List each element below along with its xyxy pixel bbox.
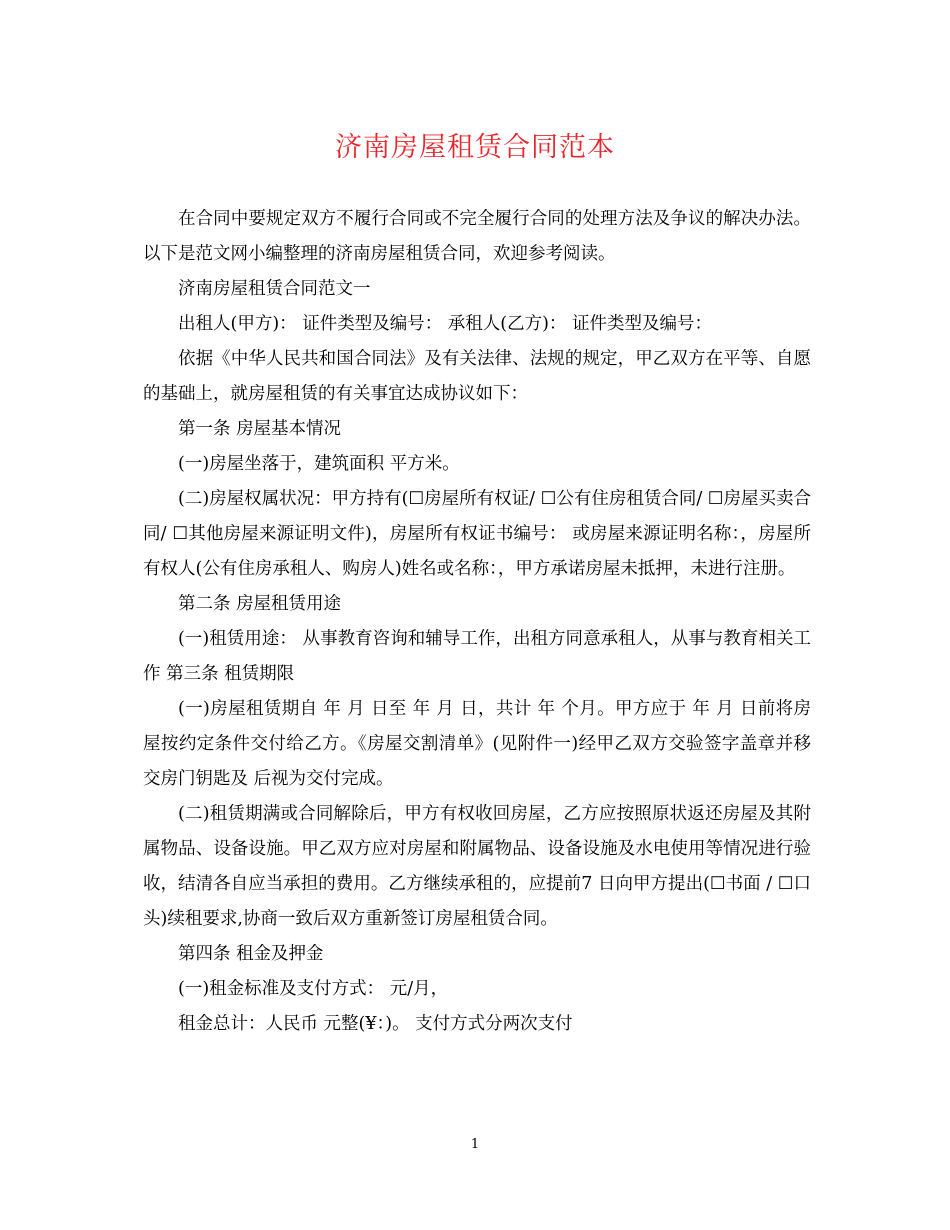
article-3-item-2: (二)租赁期满或合同解除后，甲方有权收回房屋，乙方应按照原状返还房屋及其附属物品、设备设施。甲乙双方应对房屋和附属物品、设备设施及水电使用等情况进行验收，结清各自应当承担的费用。乙方继续承租的，应提前7 日向甲方提出(☐书面 / ☐口头)续租要求,协商一致后双方重新签订房屋租赁合同。	[143, 804, 811, 929]
article-4-heading: 第四条 租金及押金	[178, 944, 324, 964]
document-title: 济南房屋租赁合同范本	[335, 132, 615, 163]
article-1-item-2: (二)房屋权属状况：甲方持有(☐房屋所有权证/ ☐公有住房租赁合同/ ☐房屋买卖合同/ ☐其他房屋来源证明文件)，房屋所有权证书编号： 或房屋来源证明名称：，房屋所有权人(公有住房承租人、购房人)姓名或名称：，甲方承诺房屋未抵押，未进行注册。	[143, 489, 811, 579]
article-4-item-1: (一)租金标准及支付方式： 元/月，	[178, 979, 449, 999]
article-1-heading: 第一条 房屋基本情况	[178, 419, 342, 439]
document-body	[143, 202, 811, 1042]
page-number: 1	[470, 1137, 480, 1152]
paragraph-intro: 在合同中要规定双方不履行合同或不完全履行合同的处理方法及争议的解决办法。以下是范文网小编整理的济南房屋租赁合同，欢迎参考阅读。	[143, 209, 811, 264]
paragraph-sample-heading: 济南房屋租赁合同范文一	[178, 279, 371, 299]
paragraph-legal-basis: 依据《中华人民共和国合同法》及有关法律、法规的规定，甲乙双方在平等、自愿的基础上，就房屋租赁的有关事宜达成协议如下：	[143, 349, 811, 404]
article-2-item-1: (一)租赁用途： 从事教育咨询和辅导工作，出租方同意承租人，从事与教育相关工作 第三条 租赁期限	[143, 629, 811, 684]
paragraph-parties: 出租人(甲方)： 证件类型及编号： 承租人(乙方)： 证件类型及编号：	[178, 314, 712, 334]
article-1-item-1: (一)房屋坐落于，建筑面积 平方米。	[178, 454, 460, 474]
article-4-rent-total: 租金总计：人民币 元整(¥：)。 支付方式分两次支付	[178, 1014, 573, 1034]
article-2-heading: 第二条 房屋租赁用途	[178, 594, 342, 614]
article-3-item-1: (一)房屋租赁期自 年 月 日至 年 月 日，共计 年 个月。甲方应于 年 月 日前将房屋按约定条件交付给乙方。《房屋交割清单》(见附件一)经甲乙双方交验签字盖章并移交房门钥匙及 后视为交付完成。	[143, 699, 811, 789]
